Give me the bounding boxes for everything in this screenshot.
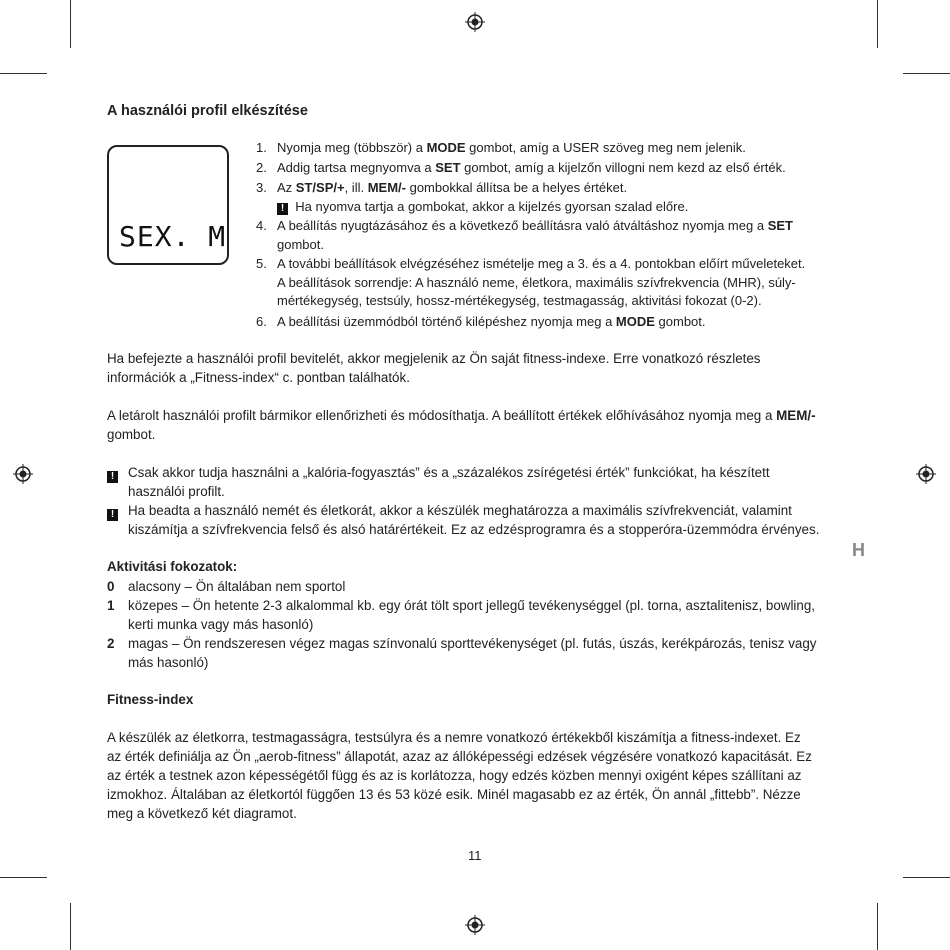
language-tab: H [852, 540, 865, 560]
activity-item [128, 634, 817, 672]
activity-line: más hasonló) [128, 655, 209, 670]
step-item [277, 313, 706, 331]
step-item-continuation: mértékegység, testsúly, hossz-mértékegység, testmagasság, aktivitási fokozat (0-2). [277, 293, 762, 308]
step-item [277, 159, 786, 177]
warning-glyph: ! [107, 471, 118, 483]
crop-mark [0, 877, 47, 878]
step-item [277, 139, 746, 157]
step-item-continuation: gombot. [277, 237, 324, 252]
warning-glyph: ! [107, 509, 118, 521]
activity-number: 1 [107, 598, 115, 613]
registration-mark-icon [13, 464, 33, 484]
step-number: 5. [256, 256, 267, 271]
paragraph-line: gombot. [107, 427, 156, 442]
step-text: Nyomja meg (többször) a [277, 140, 427, 155]
paragraph-line: kiszámítja a szívfrekvencia felső és alsó határértékeit. Ez az edzésprogramra és a stopperóra-üzemmódra érvényes. [128, 522, 820, 537]
fitness-paragraph [107, 728, 812, 823]
step-text: A beállítás nyugtázásához és a következő beállításra való átváltáshoz nyomja meg a [277, 218, 768, 233]
paragraph-profile-check [107, 406, 816, 444]
key-label: MEM/- [776, 408, 816, 423]
paragraph-line: meg a következő két diagramot. [107, 806, 297, 821]
crop-mark [903, 877, 950, 878]
step-key: ST/SP/+ [295, 180, 345, 195]
activity-number: 2 [107, 636, 115, 651]
step-item [277, 217, 793, 235]
step-text: , ill. [344, 180, 368, 195]
step-text: Az [277, 180, 296, 195]
step-number: 6. [256, 314, 267, 329]
paragraph-line: információk a „Fitness-index“ c. pontban találhatók. [107, 370, 410, 385]
step-key: SET [435, 160, 461, 175]
warning-icon [107, 504, 118, 522]
step-item: A további beállítások elvégzéséhez ismételje meg a 3. és a 4. pontokban előírt műveleteket. [277, 256, 806, 271]
step-text: gombokkal állítsa be a helyes értéket. [405, 180, 628, 195]
warning-icon: ! [277, 203, 288, 215]
warning-icon [107, 466, 118, 484]
paragraph-line: az érték definiálja az Ön „aerob-fitness” állapotát, azaz az állóképességi edzések végzésére vonatkozó kapacitását. Ez [107, 749, 812, 764]
activity-line: közepes – Ön hetente 2-3 alkalommal kb. egy órát tölt sport jellegű tevékenységgel (pl. torna, asztalitenisz, bowling, [128, 598, 816, 613]
activity-line: kerti munka vagy más hasonló) [128, 617, 314, 632]
crop-mark [70, 0, 71, 48]
step-text: Addig tartsa megnyomva a [277, 160, 436, 175]
lcd-display [107, 145, 229, 265]
step-number: 2. [256, 160, 267, 175]
page-number: 11 [468, 848, 482, 863]
paragraph-profile-complete [107, 349, 761, 387]
registration-mark-icon [465, 915, 485, 935]
step-item: A beállítások sorrendje: A használó neme, életkora, maximális szívfrekvencia (MHR), súly- [277, 275, 796, 290]
step-key: MEM/- [367, 180, 406, 195]
note-text: Ha nyomva tartja a gombokat, akkor a kijelzés gyorsan szalad előre. [295, 199, 689, 214]
activity-heading: Aktivitási fokozatok: [107, 559, 238, 574]
fitness-heading: Fitness-index [107, 692, 194, 707]
crop-mark [877, 0, 878, 48]
paragraph-line: Csak akkor tudja használni a „kalória-fogyasztás” és a „százalékos zsírégetési érték” funkciókat, ha készített [128, 465, 770, 480]
crop-mark [0, 73, 47, 74]
paragraph-line: A készülék az életkorra, testmagasságra, testsúlyra és a nemre vonatkozó értékekből kiszámítja a fitness-indexet. Ez [107, 730, 801, 745]
crop-mark [877, 903, 878, 950]
registration-mark-icon [465, 12, 485, 32]
activity-item [128, 596, 815, 634]
step-item [277, 179, 627, 197]
step-text: gombot, amíg a kijelzőn villogni nem kezd az első érték. [460, 160, 786, 175]
step-number: 3. [256, 180, 267, 195]
paragraph-line: izmokhoz. Általában az életkortól függően 13 és 53 közé esik. Minél magasabb ez az érték, Ön annál „fittebb”. Nézze [107, 787, 801, 802]
paragraph-line: az érték a testnek azon képességétől függ és az is korlátozza, hogy edzés közben mennyi oxigént képes szállítani az [107, 768, 802, 783]
warning-heart-rate [128, 501, 819, 539]
step-text: gombot. [654, 314, 706, 329]
activity-number: 0 [107, 579, 115, 594]
activity-item: alacsony – Ön általában nem sportol [128, 579, 346, 594]
paragraph-line: Ha befejezte a használói profil bevitelét, akkor megjelenik az Ön saját fitness-indexe. Erre vonatkozó részletes [107, 351, 761, 366]
step-key: MODE [426, 140, 466, 155]
step-note [277, 198, 688, 216]
step-number: 4. [256, 218, 267, 233]
lcd-text: SEX. M [119, 220, 227, 253]
activity-line: magas – Ön rendszeresen végez magas színvonalú sporttevékenységet (pl. futás, úszás, kerékpározás, tenisz vagy [128, 636, 817, 651]
step-key: SET [767, 218, 793, 233]
step-key: MODE [615, 314, 655, 329]
step-number: 1. [256, 140, 267, 155]
crop-mark [903, 73, 950, 74]
warning-calories [128, 463, 770, 501]
step-text: gombot, amíg a USER szöveg meg nem jelenik. [465, 140, 746, 155]
registration-mark-icon [916, 464, 936, 484]
paragraph-line: használói profilt. [128, 484, 225, 499]
section-title: A használói profil elkészítése [107, 103, 308, 119]
paragraph-line: A letárolt használói profilt bármikor ellenőrizheti és módosíthatja. A beállított értékek előhívásához nyomja meg a [107, 408, 777, 423]
crop-mark [70, 903, 71, 950]
step-text: A beállítási üzemmódból történő kilépéshez nyomja meg a [277, 314, 616, 329]
paragraph-line: Ha beadta a használó nemét és életkorát, akkor a készülék meghatározza a maximális szívfrekvenciát, valamint [128, 503, 792, 518]
